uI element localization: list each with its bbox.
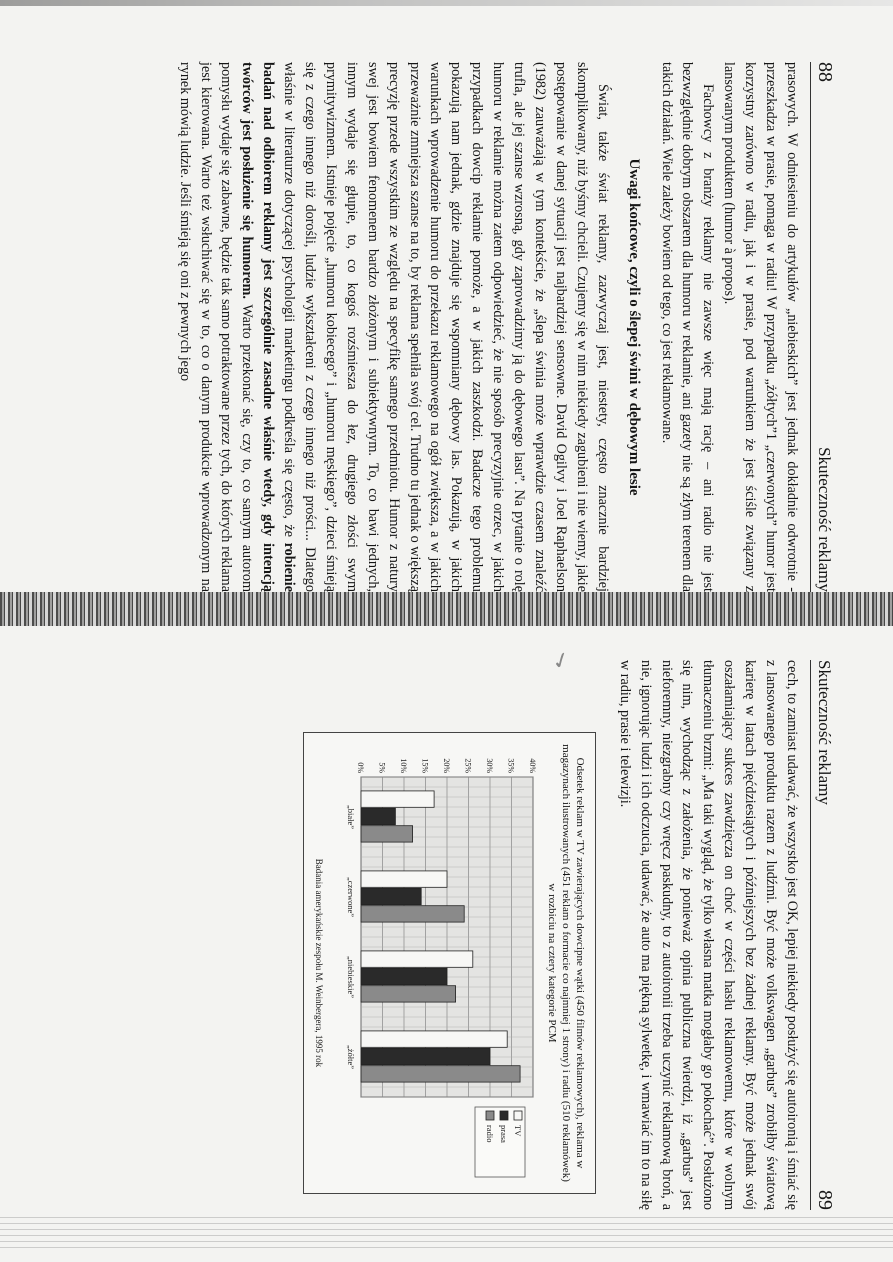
chart-source: Badania amerykańskie zespołu M. Weinbergera, 1995 rok xyxy=(313,858,324,1068)
book-gutter xyxy=(0,592,893,626)
chart-box xyxy=(303,732,596,1194)
scan-edge-top xyxy=(0,0,893,6)
running-head-title: Skuteczność reklamy xyxy=(815,447,834,592)
bar-prasa xyxy=(361,888,421,904)
page-89 xyxy=(50,660,836,1210)
bar-tv xyxy=(361,951,473,967)
paragraph: Fachowcy z branży reklamy nie zawsze więc mają rację – ani radio nie jest bezwzględnie dobrym obszarem dla humoru w reklamie, ani gazety nie są złym terenem dla takich działań. Wiele zależy bowiem od tego, co jest reklamowane. xyxy=(658,62,717,592)
bar-radio xyxy=(361,1066,520,1082)
paragraph: prasowych. W odniesieniu do artykułów „niebieskich” jest jednak dokładnie odwrotnie - przeszkadza w prasie, pomaga w radiu! W przypadku „żółtych”1 „czerwonych” humor jest korzystny zarówno w radiu, jak i w prasie, pod warunkiem że jest ściśle związany z lansowanym produktem (humor à propos). xyxy=(721,62,800,592)
pencil-mark: ✓ xyxy=(548,645,574,676)
bar-prasa xyxy=(361,1048,490,1064)
bar-prasa xyxy=(361,968,447,984)
bar-chart xyxy=(331,743,541,1183)
page-number: 89 xyxy=(814,1190,836,1210)
scan-edge-bottom xyxy=(0,1212,893,1252)
y-tick-label: 25% xyxy=(463,758,473,773)
bar-prasa xyxy=(361,808,395,824)
y-tick-label: 35% xyxy=(506,758,516,773)
y-tick-label: 5% xyxy=(377,762,387,773)
bar-radio xyxy=(361,826,413,842)
paragraph-text: Świat, także świat reklamy, zazwyczaj jest, niestety, często znacznie bardziej skomplikowany, niż byśmy chcieli. Czujemy się w nim niekiedy zagubieni i nie wiemy, jakie postępowanie w danej sytuacji jest najbardziej sensowne. David Ogilvy i Joel Raphaelson (1982) zauważają w tym kontekście, że „ślepa świnia może wprawdzie czasem znaleźć trufla, ale jej szanse wzrosną, gdy zaprowadzimy ją do dębowego lasu”. Na pytanie o rolę humoru w reklamie można zatem odpowiedzieć, że nie sposób precyzyjnie orzec, w jakich przypadkach dowcip reklamie pomoże, a w jakich zaszkodzi. Badacze tego problemu pokazują nam jednak, gdzie znajduje się wspomniany dębowy las. Pokazują, w jakich warunkach wprowadzenie humoru do przekazu reklamowego na ogół zwiększa, a w jakich przeważnie zmniejsza szanse na to, by reklama spełniła swój cel. Trudno tu jednak o większą precyzję przede wszystkim ze względu na specyfikę samego przedmiotu. Humor z natury swej jest bowiem fenomenem bardzo złożonym i subiektywnym. To, co bawi jednych, innym wydaje się głupie, to, co kogoś rozśmiesza do łez, drugiego złości swym prymitywizmem. Istnieje pojęcie „humoru kobiecego” i „humoru męskiego”, dzieci śmieją się z czego innego niż dorośli, ludzie wykształceni z czego innego niż prości... Dlatego właśnie w literaturze dotyczącej psychologii marketingu podkreśla się często, że xyxy=(281,62,611,592)
y-tick-label: 0% xyxy=(355,762,365,773)
y-tick-label: 20% xyxy=(441,758,451,773)
legend-label: radio xyxy=(484,1125,495,1143)
bar-tv xyxy=(361,1031,507,1047)
legend-swatch xyxy=(486,1111,494,1120)
running-head-title: Skuteczność reklamy xyxy=(815,660,834,805)
bar-tv xyxy=(361,791,434,807)
x-tick-label: „białe” xyxy=(345,804,356,830)
y-tick-label: 30% xyxy=(484,758,494,773)
y-tick-label: 40% xyxy=(527,758,537,773)
bar-radio xyxy=(361,906,464,922)
section-heading: Uwagi końcowe, czyli o ślepej świni w dębowym lesie xyxy=(625,158,642,496)
page-88 xyxy=(50,62,836,592)
page-number: 88 xyxy=(814,62,836,82)
page-89-body xyxy=(614,660,802,1210)
bold-text: robienie badań nad odbiorem reklamy jest szczególnie zasadne właśnie wtedy, gdy intencją twórców jest posłużenie się humorem. xyxy=(239,62,298,593)
page-88-body xyxy=(174,62,802,592)
y-tick-label: 15% xyxy=(420,758,430,773)
legend-swatch xyxy=(514,1111,522,1120)
bar-radio xyxy=(361,986,456,1002)
y-tick-label: 10% xyxy=(398,758,408,773)
running-head xyxy=(810,62,836,592)
legend-label: prasa xyxy=(498,1125,509,1143)
paragraph-text: Warto przekonać się, czy to, co samym autorom pomysłu wydaje się zabawne, będzie tak samo potraktowane przez tych, do których reklama jest kierowana. Warto też wsłuchiwać się w to, co o danym produkcie wprowadzonym na rynek mówią ludzie. Jeśli śmieją się oni z pewnych jego xyxy=(176,62,256,592)
paragraph: cech, to zamiast udawać, że wszystko jest OK, lepiej niekiedy posłużyć się autoironią i śmiać się z lansowanego produktu razem z ludźmi. Być może volkswagen „garbus” zrobiłby światową karierę w latach pięćdziesiątych i późniejszych bez żadnej reklamy. Być może jednak swój oszałamiający sukces zawdzięcza on choć w części hasłu reklamowemu, które w wolnym tłumaczeniu brzmi: „Ma taki wygląd, że tylko własna matka mogłaby go pokochać”. Posłużono się nim, wychodząc z założenia, że ponieważ opinia publiczna twierdzi, iż „garbus” jest nieforemny, niezgrabny czy wręcz paskudny, to z autoironii trzeba uczynić reklamową broń, a nie, ignorując ludzi i ich odczucia, udawać, że auto ma piękną sylwetkę, i wmawiać im to na siłę w radiu, prasie i telewizji. xyxy=(616,660,800,1210)
running-head xyxy=(810,660,836,1210)
legend-label: TV xyxy=(512,1125,523,1137)
x-tick-label: „żółte” xyxy=(345,1044,356,1070)
x-tick-label: „czerwone” xyxy=(345,876,356,918)
paragraph xyxy=(174,62,613,592)
chart-caption: Odsetek reklam w TV zawierających dowcipne wątki (450 filmów reklamowych), reklama w magazynach ilustrowanych (451 reklam o formacie co najmniej 1 strony) i radiu (510 reklamówek) w rozbiciu na cztery kategorie PCM xyxy=(545,744,586,1182)
legend-swatch xyxy=(500,1111,508,1120)
x-tick-label: „niebieskie” xyxy=(345,955,356,999)
bar-tv xyxy=(361,871,447,887)
